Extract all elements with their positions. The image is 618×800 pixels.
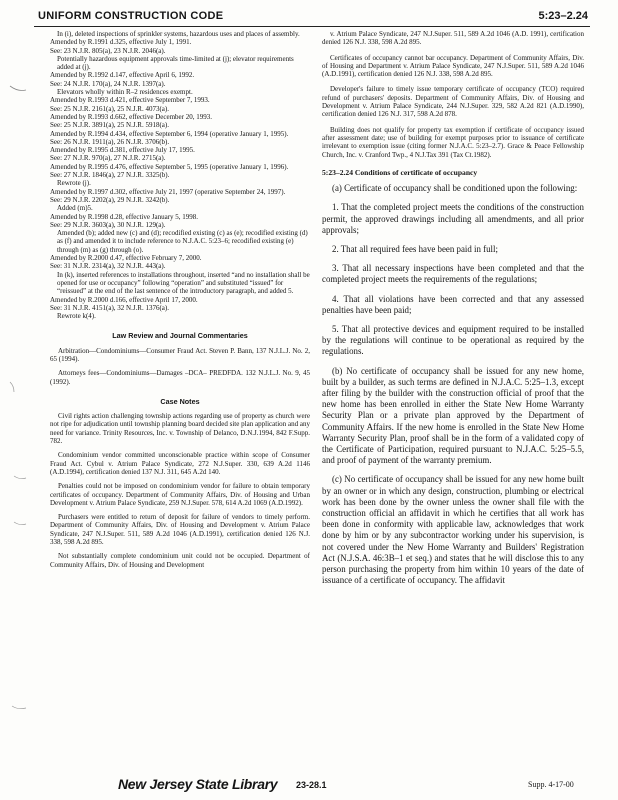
header-rule — [34, 26, 590, 27]
history-entry: See: 26 N.J.R. 1911(a), 26 N.J.R. 3706(b). — [50, 137, 170, 146]
history-entry: Amended (b); added new (c) and (d); recodified existing (c) as (e); recodified existing (d) as (f) and amended it to include reference to N.J.A.C. 5:23–6; recodified existing (e) through (m) as (g) through (o). — [57, 229, 308, 254]
condition-item: 5. That all protective devices and equipment required to be installed by the regulations will continue to be operational as required by the regulations. — [322, 323, 584, 357]
law-review-entry: Attorneys fees—Condominiums—Damages –DCA– PREDFDA. 132 N.J.L.J. No. 9, 45 (1992). — [50, 369, 310, 386]
case-note: v. Atrium Palace Syndicate, 247 N.J.Super. 511, 589 A.2d 1046 (A.D. 1991), certification denied 126 N.J. 338, 598 A.2d 895. — [322, 30, 584, 47]
header-title: UNIFORM CONSTRUCTION CODE — [38, 10, 224, 22]
case-notes-continued — [322, 30, 584, 159]
condition-item: 1. That the completed project meets the conditions of the construction permit, the approved drawings including all amendments, and all prior approvals; — [322, 202, 584, 235]
case-note: Certificates of occupancy cannot bar occupancy. Department of Community Affairs, Div. of Housing and Department v. Atrium Palace Syndicate, 247 N.J.Super. 511, 589 A.2d 1046 (A.D.1991), certification denied 126 N.J. 338, 598 A.2d 895. — [322, 53, 584, 79]
history-entry: See: 23 N.J.R. 805(a), 23 N.J.R. 2046(a). — [50, 46, 166, 55]
right-column — [322, 30, 584, 594]
case-note: Condominium vendor committed unconscionable practice within scope of Consumer Fraud Act. Cybul v. Atrium Palace Syndicate, 272 N.J.Super. 330, 639 A.2d 1146 (A.D.1994), certification denied 137 N.J. 311, 645 A.2d 140. — [50, 451, 310, 476]
condition-item: 2. That all required fees have been paid in full; — [332, 243, 498, 254]
margin-pencil-marks — [0, 0, 40, 800]
law-review-list — [50, 347, 310, 386]
case-note: Penalties could not be imposed on condominium vendor for failure to obtain temporary certificates of occupancy. Department of Community Affairs, Div. of Housing and Urban Development v. Atrium Palace Syndicate, 259 N.J.Super. 578, 614 A.2d 1069 (A.D.1992). — [50, 482, 310, 507]
history-entry: Potentially hazardous equipment approvals time-limited at (j); elevator requirements added at (j). — [57, 54, 294, 72]
condition-item: 4. That all violations have been corrected and that any assessed penalties have been paid; — [322, 293, 584, 315]
case-notes-heading: Case Notes — [160, 396, 200, 406]
history-entry: Amended by R.2000 d.166, effective April 17, 2000. — [50, 295, 198, 304]
history-entry: Amended by R.2000 d.47, effective February 7, 2000. — [50, 254, 202, 263]
case-note: Not substantially complete condominium unit could not be occupied. Department of Community Affairs, Div. of Housing and Development — [50, 552, 310, 569]
history-entry: See: 27 N.J.R. 970(a), 27 N.J.R. 2715(a). — [50, 154, 166, 163]
running-header — [38, 10, 588, 24]
paragraph-b: (b) No certificate of occupancy shall be issued for any new home, built by a builder, as such terms are defined in N.J.A.C. 5:25–1.3, except after filing by the builder with the construction official of proof that the new home has been enrolled in either the State New Home Warranty Security Plan or a private plan approved by the Department of Community Affairs. If the new home is enrolled in the State New Home Warranty Security Plan, proof shall be in the form of a validated copy of the Certificate of Participation, required pursuant to N.J.A.C. 5:25–5.5, and proof of payment of the warranty premium. — [322, 365, 584, 466]
history-entry: See: 25 N.J.R. 3891(a), 25 N.J.R. 5918(a). — [50, 121, 169, 130]
condition-item: 3. That all necessary inspections have been completed and that the completed project meets the requirements of the regulations; — [322, 263, 584, 285]
history-entry: Rewrote (j). — [57, 179, 91, 188]
history-entry: Amended by R.1993 d.662, effective December 20, 1993. — [50, 112, 212, 121]
left-column — [50, 30, 310, 575]
history-entry: Amended by R.1998 d.28, effective January 5, 1998. — [50, 212, 199, 221]
case-note: Building does not qualify for property tax exemption if certificate of occupancy issued after assessment date; use of building for exempt purposes prior to issuance of certificate irrelevant to exemption issue (citing former N.J.A.C. 5:23–2.7). Grace & Peace Fellowship Church, Inc. v. Cranford Twp., 4 N.J.Tax 391 (Tax Ct.1982). — [322, 125, 584, 159]
case-note: Developer's failure to timely issue temporary certificate of occupancy (TCO) required refund of purchasers' deposits. Department of Community Affairs, Div. of Housing and Development v. Atrium Palace Syndicate, 244 N.J.Super. 329, 582 A.2d 821 (A.D.1990), certification denied 126 N.J. 317, 598 A.2d 878. — [322, 85, 584, 119]
history-entry: Amended by R.1994 d.434, effective September 6, 1994 (operative January 1, 1995). — [50, 129, 289, 138]
law-review-entry: Arbitration—Condominiums—Consumer Fraud Act. Steven P. Bann, 137 N.J.L.J. No. 2, 65 (1994). — [50, 346, 310, 363]
history-entry: Amended by R.1993 d.421, effective September 7, 1993. — [50, 96, 210, 105]
case-notes-list — [50, 412, 310, 569]
history-entry: See: 29 N.J.R. 3603(a), 30 N.J.R. 129(a). — [50, 220, 166, 229]
history-entry: Added (m)5. — [57, 204, 93, 213]
history-entry: Amended by R.1995 d.476, effective September 5, 1995 (operative January 1, 1996). — [50, 162, 289, 171]
page-footer — [0, 776, 618, 796]
history-entry: See: 29 N.J.R. 2202(a), 29 N.J.R. 3242(b). — [50, 195, 170, 204]
history-entry: See: 25 N.J.R. 2161(a), 25 N.J.R. 4073(a). — [50, 104, 169, 113]
history-entry: See: 27 N.J.R. 1846(a), 27 N.J.R. 3325(b). — [50, 171, 170, 180]
section-intro: (a) Certificate of occupancy shall be conditioned upon the following: — [332, 183, 578, 194]
history-entry: Elevators wholly within R–2 residences exempt. — [57, 88, 193, 97]
case-note: Civil rights action challenging township actions regarding use of property as church were not ripe for adjudication until township planning board decided site plan application and any need for variance. Trinity Resources, Inc. v. Township of Delanco, D.N.J.1994, 842 F.Supp. 782. — [50, 412, 310, 446]
case-note: Purchasers were entitled to return of deposit for failure of vendors to timely perform. Department of Community Affairs, Div. of Housing and Development v. Atrium Palace Syndicate, 247 N.J.Super. 511, 589 A.2d 1046 (A.D.1991), certification denied 126 N.J. 338, 598 A.2d 895. — [50, 513, 310, 547]
section-title: 5:23–2.24 Conditions of certificate of occupancy — [322, 167, 478, 177]
history-entry: In (i), deleted inspections of sprinkler systems, hazardous uses and places of assembly. — [57, 30, 300, 38]
conditions-list — [322, 202, 584, 357]
supplement-date: Supp. 4-17-00 — [528, 780, 574, 789]
amendment-history — [50, 30, 310, 320]
history-entry: See: 31 N.J.R. 4151(a), 32 N.J.R. 1376(a). — [50, 303, 169, 312]
history-entry: Amended by R.1997 d.302, effective July 21, 1997 (operative September 24, 1997). — [50, 187, 286, 196]
history-entry: Rewrote k(4). — [57, 312, 96, 321]
history-entry: See: 24 N.J.R. 170(a), 24 N.J.R. 1397(a). — [50, 79, 166, 88]
law-review-heading: Law Review and Journal Commentaries — [112, 331, 248, 341]
paragraph-c: (c) No certificate of occupancy shall be issued for any new home built by an owner or in which any design, construction, plumbing or electrical work has been done by the owner unless the owner shall file with the construction official an affidavit in which he certifies that all work has been done in conformity with applicable law, acknowledges that work done by him or by any subcontractor working under his supervision, is not covered under the New Home Warranty and Builders' Registration Act (N.J.S.A. 46:3B–1 et seq.) and states that he will disclose this to any person purchasing the property from him within 10 years of the date of issuance of a certificate of occupancy. The affidavit — [322, 474, 584, 586]
page-number: 23-28.1 — [296, 780, 327, 790]
library-stamp: New Jersey State Library — [118, 776, 278, 792]
history-entry: See: 31 N.J.R. 2314(a), 32 N.J.R. 443(a). — [50, 262, 166, 271]
history-entry: Amended by R.1991 d.325, effective July 1, 1991. — [50, 38, 192, 47]
header-section-number: 5:23–2.24 — [538, 10, 588, 22]
history-entry: Amended by R.1992 d.147, effective April 6, 1992. — [50, 71, 195, 80]
history-entry: In (k), inserted references to installations throughout, inserted “and no installation shall be opened for use or occupancy” following “operation” and substituted “issued” for “reissued” at the end of the last sentence of the introductory paragraph, and added 5. — [57, 270, 310, 296]
history-entry: Amended by R.1995 d.381, effective July 17, 1995. — [50, 146, 195, 155]
